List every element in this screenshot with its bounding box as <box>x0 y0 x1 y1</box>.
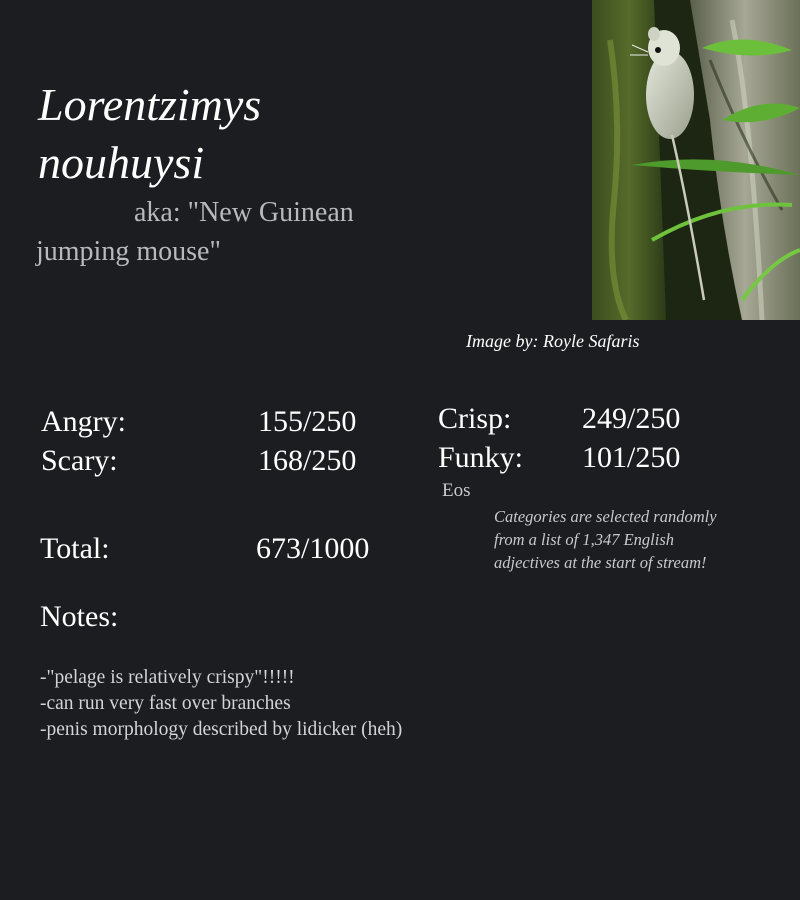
rating-value-angry: 155/250 <box>258 405 357 438</box>
rating-value-scary: 168/250 <box>258 444 357 477</box>
source-tag: Eos <box>442 480 471 501</box>
notes-heading: Notes: <box>40 600 119 633</box>
notes-list <box>40 665 740 743</box>
rating-value-funky: 101/250 <box>582 441 681 474</box>
rating-value-crisp: 249/250 <box>582 402 681 435</box>
scientific-name: Lorentzimys nouhuysi <box>38 79 262 188</box>
rating-label-angry: Angry: <box>41 405 126 438</box>
note-item: -can run very fast over branches <box>40 693 291 714</box>
note-item: -"pelage is relatively crispy"!!!!! <box>40 667 295 688</box>
common-name: aka: "New Guinean jumping mouse" <box>36 197 354 267</box>
note-item: -penis morphology described by lidicker (heh) <box>40 719 403 740</box>
total-value: 673/1000 <box>256 532 370 565</box>
rating-label-scary: Scary: <box>41 444 118 477</box>
animal-photo <box>592 0 800 320</box>
categories-note: Categories are selected randomly from a list of 1,347 English adjectives at the start of stream! <box>494 507 717 572</box>
total-label: Total: <box>40 532 110 565</box>
rating-label-funky: Funky: <box>438 441 524 474</box>
image-credit: Image by: Royle Safaris <box>466 331 640 351</box>
rating-label-crisp: Crisp: <box>438 402 512 435</box>
